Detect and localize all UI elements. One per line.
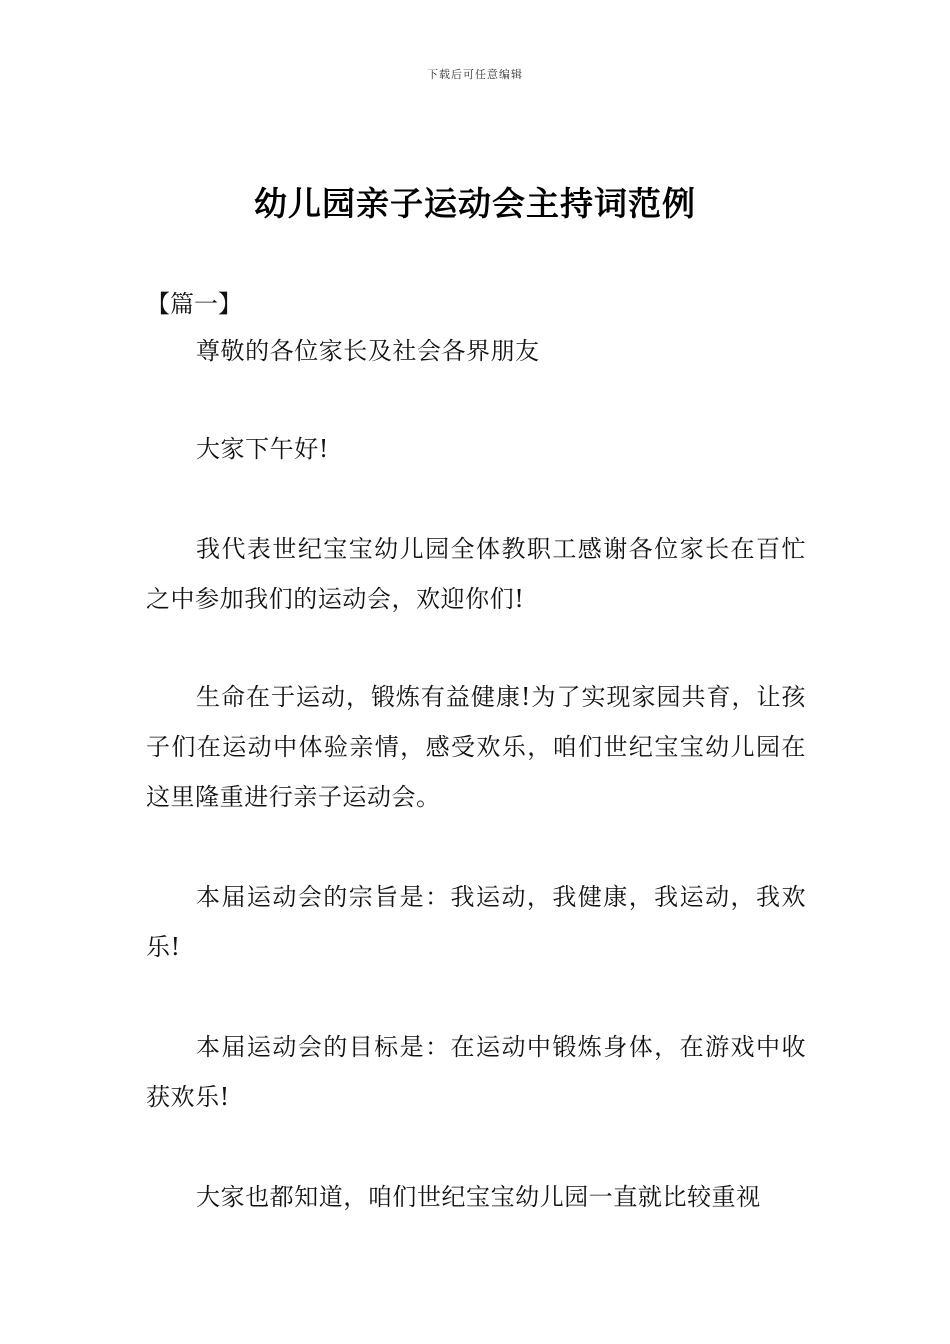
paragraph-greeting: 大家下午好! [196,435,329,463]
paragraph-purpose: 生命在于运动，锻炼有益健康!为了实现家园共育，让孩子们在运动中体验亲情，感受欢乐，咱们世纪宝宝幼儿园在这里隆重进行亲子运动会。 [146,683,806,811]
paragraph-continuation: 大家也都知道，咱们世纪宝宝幼儿园一直就比较重视 [196,1183,761,1211]
paragraph-goal: 本届运动会的目标是：在运动中锻炼身体，在游戏中收获欢乐! [146,1033,806,1111]
paragraph-motto: 本届运动会的宗旨是：我运动，我健康，我运动，我欢乐! [146,883,806,961]
section-label: 【篇一】 [146,290,242,318]
header-note: 下载后可任意编辑 [427,68,523,81]
paragraph-welcome: 我代表世纪宝宝幼儿园全体教职工感谢各位家长在百忙之中参加我们的运动会，欢迎你们! [146,535,806,613]
document-title: 幼儿园亲子运动会主持词范例 [254,184,696,223]
paragraph-greeting-audience: 尊敬的各位家长及社会各界朋友 [196,337,540,365]
